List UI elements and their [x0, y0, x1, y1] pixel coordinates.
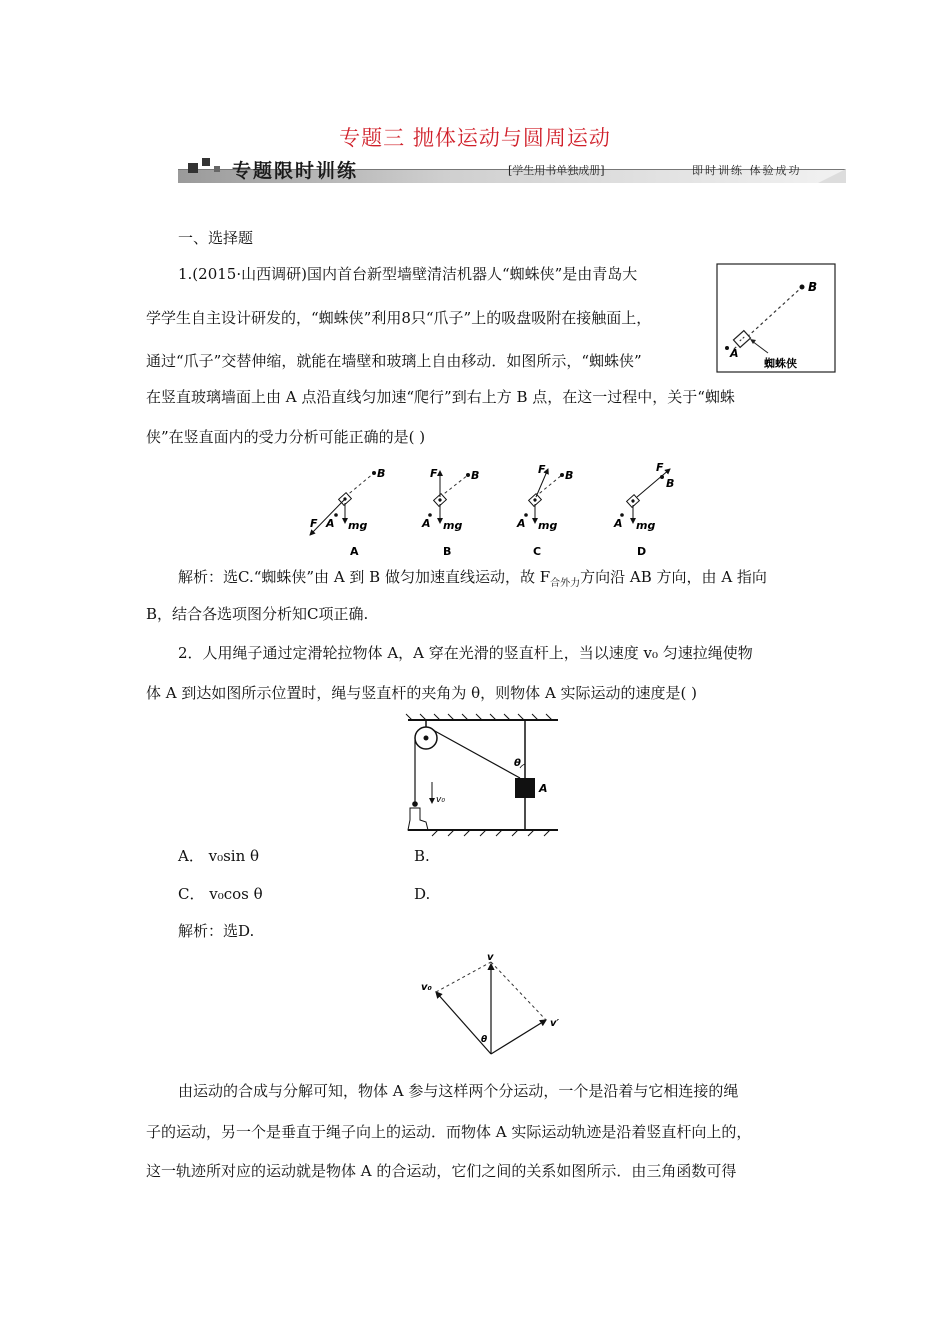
pulley-figure	[398, 712, 568, 840]
spiderman-figure	[716, 263, 836, 373]
fig-label-a: A	[730, 347, 739, 360]
svg-text:v₀: v₀	[436, 795, 445, 805]
q2-solution-head: 解析：选D.	[178, 922, 255, 940]
svg-text:A: A	[422, 517, 431, 530]
option-c-diagram	[516, 463, 573, 558]
q2-explanation-line: 由运动的合成与分解可知，物体 A 参与这样两个分运动，一个是沿着与它相连接的绳	[178, 1082, 739, 1100]
q2-explanation-line: 这一轨迹所对应的运动就是物体 A 的合运动，它们之间的关系如图所示．由三角函数可得	[146, 1162, 737, 1180]
fig-caption: 蜘蛛侠	[764, 357, 797, 370]
svg-text:θ: θ	[481, 1035, 488, 1045]
q1-solution-line: B，结合各选项图分析知C项正确.	[146, 605, 369, 623]
q2-line: 2．人用绳子通过定滑轮拉物体 A，A 穿在光滑的竖直杆上，当以速度 v₀ 匀速拉绳使物	[178, 644, 753, 662]
svg-text:θ: θ	[514, 758, 521, 769]
banner-label: 专题限时训练	[232, 160, 359, 182]
svg-text:B: B	[565, 469, 574, 482]
q2-option-b: B.	[414, 847, 430, 865]
vector-figure	[418, 950, 568, 1060]
page-title: 专题三 抛体运动与圆周运动	[339, 126, 611, 150]
option-b-diagram	[421, 467, 479, 558]
svg-text:A: A	[517, 517, 526, 530]
option-b-letter: B	[443, 545, 452, 558]
svg-text:A: A	[539, 782, 548, 795]
section-heading: 一、选择题	[178, 229, 254, 247]
svg-text:F: F	[538, 463, 546, 476]
banner-right: 即时训练 体验成功	[692, 164, 802, 177]
svg-text:v′: v′	[550, 1018, 560, 1029]
q2-line: 体 A 到达如图所示位置时，绳与竖直杆的夹角为 θ，则物体 A 实际运动的速度是( )	[146, 684, 698, 702]
option-a-diagram	[310, 467, 385, 558]
option-d-diagram	[613, 463, 674, 558]
svg-text:mg: mg	[636, 519, 656, 532]
svg-text:v₀: v₀	[421, 982, 432, 993]
svg-text:v: v	[487, 952, 494, 963]
svg-text:F: F	[656, 463, 664, 474]
svg-text:mg: mg	[538, 519, 558, 532]
q1-options-figure	[300, 463, 700, 563]
q1-line: 1.(2015·山西调研)国内首台新型墙壁清洁机器人“蜘蛛侠”是由青岛大	[178, 265, 638, 283]
q1-line: 在竖直玻璃墙面上由 A 点沿直线匀加速“爬行”到右上方 B 点，在这一过程中，关于“蜘蛛	[146, 388, 735, 406]
option-a-letter: A	[350, 545, 359, 558]
svg-text:A: A	[614, 517, 623, 530]
q1-line: 通过“爪子”交替伸缩，就能在墙壁和玻璃上自由移动．如图所示，“蜘蛛侠”	[146, 352, 642, 370]
fig-label-b: B	[808, 280, 818, 294]
svg-text:F: F	[310, 517, 318, 530]
q1-line: 学学生自主设计研发的，“蜘蛛侠”利用8只“爪子”上的吸盘吸附在接触面上，	[146, 309, 652, 327]
svg-text:B: B	[666, 477, 675, 490]
svg-text:B: B	[377, 467, 386, 480]
option-c-letter: C	[533, 545, 542, 558]
q2-option-a: A． v₀sin θ	[178, 847, 260, 865]
q1-solution: 解析：选C.“蜘蛛侠”由 A 到 B 做匀加速直线运动，故 $F_{合外力}$方向沿 AB 方向，由 A 指向	[178, 568, 767, 589]
svg-text:mg: mg	[348, 519, 368, 532]
q2-option-d: D.	[414, 885, 431, 903]
option-d-letter: D	[637, 545, 647, 558]
svg-text:mg: mg	[443, 519, 463, 532]
svg-text:F: F	[430, 467, 438, 480]
svg-text:B: B	[471, 469, 480, 482]
q1-line: 侠”在竖直面内的受力分析可能正确的是( )	[146, 428, 426, 446]
q2-explanation-line: 子的运动，另一个是垂直于绳子向上的运动．而物体 A 实际运动轨迹是沿着竖直杆向上的，	[146, 1123, 752, 1141]
q2-option-c: C． v₀cos θ	[178, 885, 263, 903]
svg-text:A: A	[326, 517, 335, 530]
banner-note: [学生用书单独成册]	[508, 164, 605, 177]
